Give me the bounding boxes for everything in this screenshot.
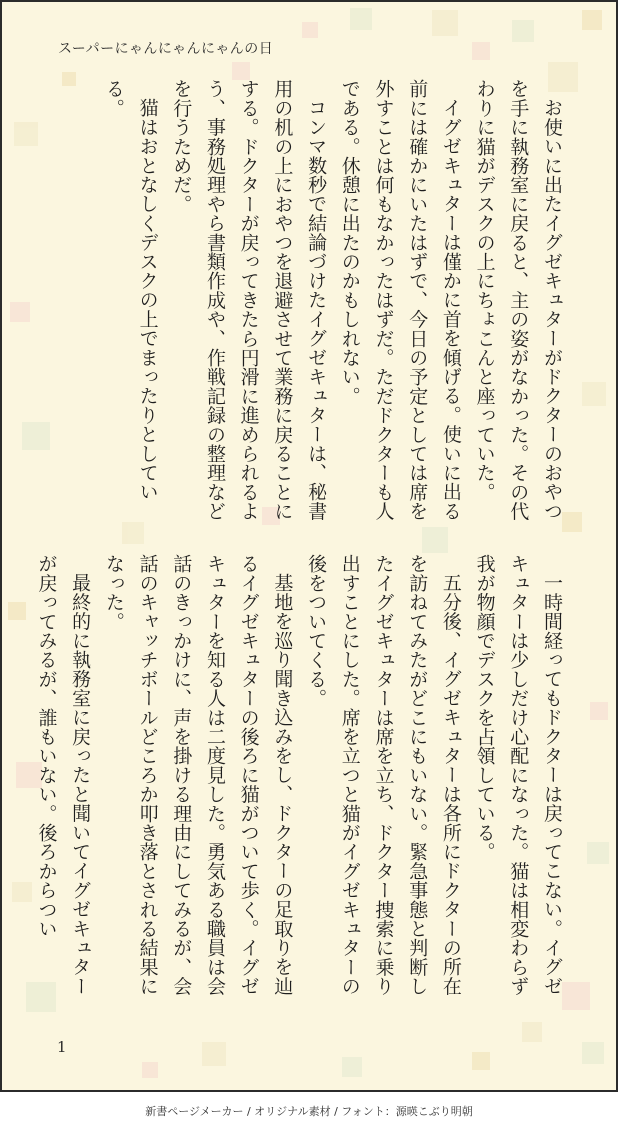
paragraph: 一時間経ってもドクターは戻ってこない。イグゼキュターは少しだけ心配になった。猫は相変わらず我が物顔でデスクを占領している。 (473, 554, 563, 996)
page-title: スーパーにゃんにゃんにゃんの日 (58, 41, 274, 57)
paragraph: 基地を巡り聞き込みをし、ドクターの足取りを辿るイグゼキュターの後ろに猫がついて歩く。イグゼキュターを知る人は二度見した。勇気ある職員は会話のきっかけに、声を掛ける理由にしてみるが、会話のキャッチボールどころか叩き落とされる結果になった。 (102, 554, 294, 996)
page-number: 1 (57, 1038, 67, 1056)
paragraph: お使いに出たイグゼキュターがドクターのおやつを手に執務室に戻ると、主の姿がなかった。その代わりに猫がデスクの上にちょこんと座っていた。 (473, 79, 563, 521)
text-column-top (58, 79, 568, 534)
paragraph: 最終的に執務室に戻ったと聞いてイグゼキュターが戻ってみるが、誰もいない。後ろからつい (35, 554, 92, 996)
paragraph: 五分後、イグゼキュターは各所にドクターの所在を訪ねてみたがどこにもいない。緊急事態と判断したイグゼキュターは席を立ち、ドクター捜索に乗り出すことにした。席を立つと猫がイグゼキュターの後をついてくる。 (305, 554, 462, 996)
paragraph: 猫はおとなしくデスクの上でまったりとしている。 (102, 79, 159, 502)
text-column-bottom (35, 554, 568, 1009)
credit-line: 新書ページメーカー / オリジナル素材 / フォント：源暎こぶり明朝 (145, 1105, 473, 1118)
paragraph: イグゼキュターは僅かに首を傾げる。使いに出る前には確かにいたはずで、今日の予定としては席を外すことは何もなかったはずだ。ただドクターも人である。休憩に出たのかもしれない。 (338, 79, 462, 521)
paragraph: コンマ数秒で結論づけたイグゼキュターは、秘書用の机の上におやつを退避させて業務に戻ることにする。ドクターが戻ってきたら円滑に進められるよう、事務処理やら書類作成や、作戦記録の整理などを行うためだ。 (170, 79, 328, 521)
